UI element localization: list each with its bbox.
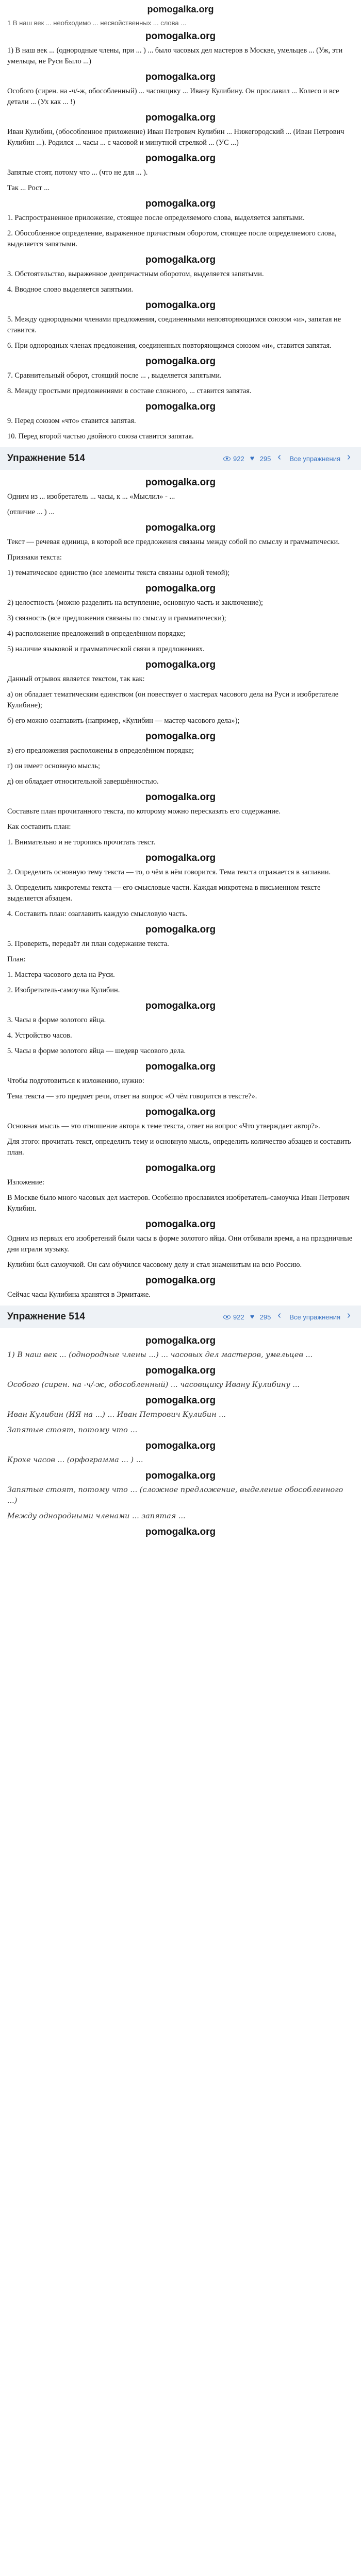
watermark: pomogalka.org xyxy=(145,1001,216,1011)
paragraph: Особого (сирен. на -ч/-ж, обособленный) ... часовщику ... Ивану Кулибину. Он прославил ... Колесо и все детали ... (Ух как ... !) xyxy=(7,87,339,106)
answer-section-2 xyxy=(0,474,361,1300)
like-button[interactable] xyxy=(250,1313,271,1321)
paragraph: 4) расположение предложений в определённом порядке; xyxy=(7,630,186,638)
all-exercises-link[interactable]: Все упражнения xyxy=(289,1313,340,1321)
paragraph: 5. Часы в форме золотого яйца — шедевр часового дела. xyxy=(7,1047,186,1055)
paragraph: 3. Определить микротемы текста — его смысловые части. Каждая микротема в письменном тексте выделяется абзацем. xyxy=(7,884,321,903)
watermark: pomogalka.org xyxy=(145,522,216,533)
paragraph: Одним из первых его изобретений были часы в форме золотого яйца. Они отбивали время, а на праздничные дни играли музыку. xyxy=(7,1234,353,1253)
prev-exercise-button[interactable] xyxy=(276,1313,284,1321)
answer-section-3 xyxy=(0,1332,361,1538)
paragraph: 5) наличие языковой и грамматической связи в предложениях. xyxy=(7,645,205,653)
eye-icon xyxy=(223,454,231,463)
exercise-title: Упражнение 514 xyxy=(7,453,85,464)
views-count: 922 xyxy=(233,1313,244,1321)
paragraph: 3. Часы в форме золотого яйца. xyxy=(7,1016,106,1024)
watermark: pomogalka.org xyxy=(145,153,216,164)
paragraph: Для этого: прочитать текст, определить тему и основную мысль, определить количество абзацев и составить план. xyxy=(7,1138,351,1157)
paragraph: 2) целостность (можно разделить на вступление, основную часть и заключение); xyxy=(7,599,264,607)
paragraph: Признаки текста: xyxy=(7,553,62,562)
paragraph: 7. Сравнительный оборот, стоящий после ... , выделяется запятыми. xyxy=(7,371,222,380)
watermark: pomogalka.org xyxy=(145,1219,216,1230)
likes-count: 295 xyxy=(259,454,271,463)
paragraph: 1. Мастера часового дела на Руси. xyxy=(7,971,115,979)
paragraph: Текст — речевая единица, в которой все предложения связаны между собой по смыслу и грамматически. xyxy=(7,538,340,546)
paragraph: Тема текста — это предмет речи, ответ на вопрос «О чём говорится в тексте?». xyxy=(7,1092,257,1100)
watermark: pomogalka.org xyxy=(145,731,216,742)
paragraph: 1. Распространенное приложение, стоящее после определяемого слова, выделяется запятыми. xyxy=(7,214,305,222)
watermark: pomogalka.org xyxy=(145,1527,216,1537)
next-exercise-button[interactable] xyxy=(346,1313,354,1321)
paragraph: 5. Проверить, передаёт ли план содержание текста. xyxy=(7,940,169,948)
paragraph: г) он имеет основную мысль; xyxy=(7,762,101,770)
watermark: pomogalka.org xyxy=(145,255,216,265)
watermark: pomogalka.org xyxy=(145,1470,216,1481)
paragraph: 3) связность (все предложения связаны по смыслу и грамматически); xyxy=(7,614,226,622)
paragraph: 2. Изобретатель-самоучка Кулибин. xyxy=(7,986,120,994)
paragraph: 1. Внимательно и не торопясь прочитать текст. xyxy=(7,838,155,846)
paragraph: Так ... Рост ... xyxy=(7,184,50,192)
site-header xyxy=(0,0,361,19)
views-counter xyxy=(223,454,244,463)
paragraph: Запятые стоят, потому что ... xyxy=(7,1426,138,1434)
watermark: pomogalka.org xyxy=(145,1061,216,1072)
watermark: pomogalka.org xyxy=(145,924,216,935)
paragraph: 3. Обстоятельство, выраженное деепричастным оборотом, выделяется запятыми. xyxy=(7,270,264,278)
paragraph: Сейчас часы Кулибина хранятся в Эрмитаже. xyxy=(7,1291,151,1299)
paragraph: Составьте план прочитанного текста, по которому можно пересказать его содержание. xyxy=(7,807,281,816)
heart-icon xyxy=(250,454,258,463)
paragraph: Основная мысль — это отношение автора к теме текста, ответ на вопрос «Что утверждает автор?». xyxy=(7,1122,320,1130)
views-count: 922 xyxy=(233,454,244,463)
likes-count: 295 xyxy=(259,1313,271,1321)
exercise-controls xyxy=(223,454,354,463)
paragraph: Особого (сирен. на -ч/-ж, обособленный) ... часовщику Ивану Кулибину ... xyxy=(7,1381,300,1389)
paragraph: в) его предложения расположены в определённом порядке; xyxy=(7,747,194,755)
site-logo-text[interactable]: pomogalka.org xyxy=(147,4,214,14)
chevron-left-icon xyxy=(276,454,284,463)
prev-exercise-button[interactable] xyxy=(276,454,284,463)
chevron-right-icon xyxy=(346,1313,354,1321)
paragraph: 1) тематическое единство (все элементы текста связаны одной темой); xyxy=(7,569,230,577)
chevron-right-icon xyxy=(346,454,354,463)
paragraph: Иван Кулибин (ИЯ на ...) ... Иван Петрович Кулибин ... xyxy=(7,1411,226,1419)
watermark: pomogalka.org xyxy=(145,1107,216,1117)
watermark: pomogalka.org xyxy=(145,1395,216,1406)
paragraph: 1) В наш век ... (однородные члены ...) ... часовых дел мастеров, умельцев ... xyxy=(7,1351,313,1359)
paragraph: 5. Между однородными членами предложения, соединенными неповторяющимся союзом «и», запятая не ставится. xyxy=(7,315,341,334)
paragraph: 2. Обособленное определение, выраженное причастным оборотом, стоящее после определяемого слова, выделяется запятыми. xyxy=(7,229,337,248)
paragraph: (отличие ... ) ... xyxy=(7,508,55,516)
watermark: pomogalka.org xyxy=(145,1275,216,1286)
like-button[interactable] xyxy=(250,454,271,463)
exercise-bar xyxy=(0,447,361,470)
watermark: pomogalka.org xyxy=(145,112,216,123)
paragraph: б) его можно озаглавить (например, «Кулибин — мастер часового дела»); xyxy=(7,717,240,725)
exercise-bar-bottom xyxy=(0,1306,361,1328)
watermark: pomogalka.org xyxy=(145,853,216,863)
watermark: pomogalka.org xyxy=(145,1335,216,1346)
heart-icon xyxy=(250,1313,258,1321)
watermark: pomogalka.org xyxy=(145,401,216,412)
paragraph: 9. Перед союзом «что» ставится запятая. xyxy=(7,417,136,425)
paragraph: Запятые стоят, потому что ... (что не для ... ). xyxy=(7,168,148,177)
paragraph: Одним из ... изобретатель ... часы, к ... «Мыслил» - ... xyxy=(7,493,175,501)
next-exercise-button[interactable] xyxy=(346,454,354,463)
watermark: pomogalka.org xyxy=(145,198,216,209)
watermark: pomogalka.org xyxy=(145,1163,216,1174)
paragraph: а) он обладает тематическим единством (он повествует о мастерах часового дела на Руси и изобретателе Кулибине); xyxy=(7,690,339,709)
paragraph: д) он обладает относительной завершённостью. xyxy=(7,777,159,786)
all-exercises-link[interactable]: Все упражнения xyxy=(289,454,340,463)
paragraph: В Москве было много часовых дел мастеров. Особенно прославился изобретатель-самоучка Иван Петрович Кулибин. xyxy=(7,1194,350,1213)
eye-icon xyxy=(223,1313,231,1321)
top-text: 1 В наш век ... необходимо ... несвойственных ... слова ... xyxy=(7,19,187,27)
watermark: pomogalka.org xyxy=(145,31,216,42)
exercise-title: Упражнение 514 xyxy=(7,1311,85,1322)
chevron-left-icon xyxy=(276,1313,284,1321)
watermark: pomogalka.org xyxy=(145,792,216,803)
paragraph: 4. Вводное слово выделяется запятыми. xyxy=(7,285,134,294)
paragraph: 10. Перед второй частью двойного союза ставится запятая. xyxy=(7,432,194,440)
paragraph: 4. Составить план: озаглавить каждую смысловую часть. xyxy=(7,910,188,918)
paragraph: Изложение: xyxy=(7,1178,45,1187)
watermark: pomogalka.org xyxy=(145,1440,216,1451)
watermark: pomogalka.org xyxy=(145,477,216,488)
paragraph: План: xyxy=(7,955,26,963)
views-counter xyxy=(223,1313,244,1321)
paragraph: Между однородными членами ... запятая ... xyxy=(7,1512,186,1520)
paragraph: 8. Между простыми предложениями в составе сложного, ... ставится запятая. xyxy=(7,387,252,395)
paragraph: Кулибин был самоучкой. Он сам обучился часовому делу и стал знаменитым на всю Россию. xyxy=(7,1261,302,1269)
paragraph: Крохе часов ... (орфограмма ... ) ... xyxy=(7,1456,143,1464)
answer-section-1 xyxy=(0,28,361,442)
watermark: pomogalka.org xyxy=(145,356,216,367)
paragraph: Чтобы подготовиться к изложению, нужно: xyxy=(7,1077,144,1085)
paragraph: 6. При однородных членах предложения, соединенных повторяющимся союзом «и», ставится запятая. xyxy=(7,342,332,350)
paragraph: 1) В наш век ... (однородные члены, при ... ) ... было часовых дел мастеров в Москве, умельцев ... (Уж, эти умельцы, не Руси Было ...) xyxy=(7,46,343,65)
watermark: pomogalka.org xyxy=(145,583,216,594)
exercise-controls xyxy=(223,1313,354,1321)
watermark: pomogalka.org xyxy=(145,300,216,311)
paragraph: 2. Определить основную тему текста — то, о чём в нём говорится. Тема текста отражается в заглавии. xyxy=(7,868,331,876)
watermark: pomogalka.org xyxy=(145,1365,216,1376)
paragraph: Запятые стоят, потому что ... (сложное предложение, выделение обособленного ...) xyxy=(7,1486,343,1505)
paragraph: Как составить план: xyxy=(7,823,71,831)
paragraph: Иван Кулибин, (обособленное приложение) Иван Петрович Кулибин ... Нижегородский ... (Иван Петрович Кулибин ...). Родился ... часы ... с часовой и минутной стрелкой ... (УС ...) xyxy=(7,128,344,147)
watermark: pomogalka.org xyxy=(145,72,216,82)
paragraph: Данный отрывок является текстом, так как: xyxy=(7,675,145,683)
paragraph: 4. Устройство часов. xyxy=(7,1031,72,1040)
watermark: pomogalka.org xyxy=(145,659,216,670)
